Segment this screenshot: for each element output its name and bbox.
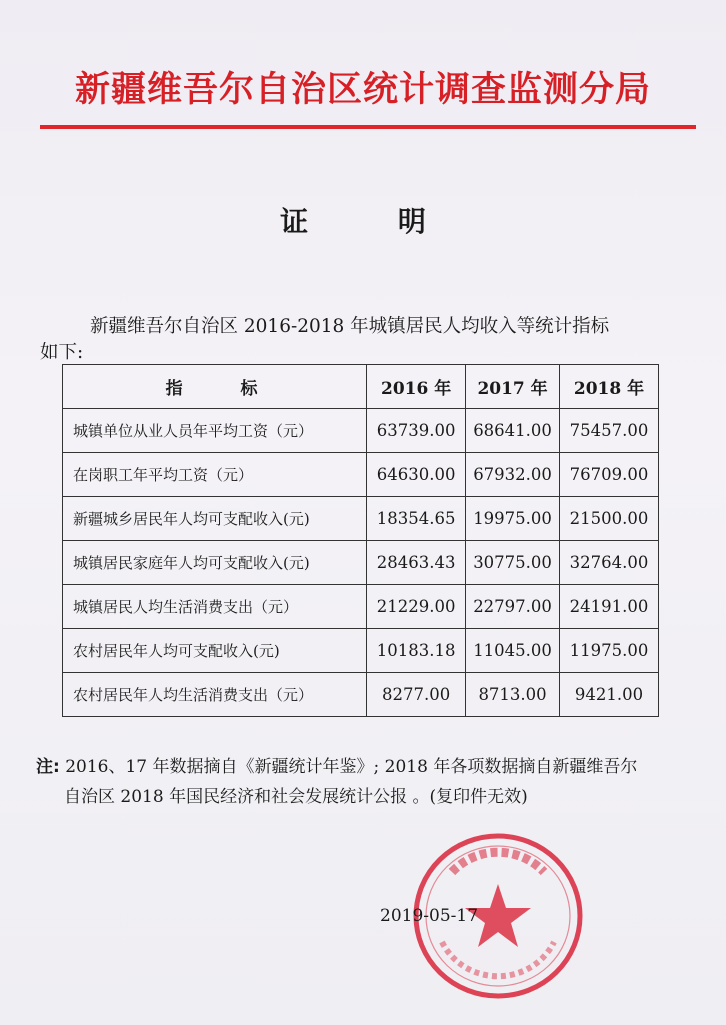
footnote-line-2: 自治区 2018 年国民经济和社会发展统计公报 。(复印件无效) <box>64 787 528 807</box>
value-2017: 67932.00 <box>466 453 560 497</box>
header-2018: 2018 年 <box>560 365 659 409</box>
row-label: 城镇居民家庭年人均可支配收入(元) <box>63 541 367 585</box>
value-2016: 10183.18 <box>367 629 466 673</box>
value-2017: 30775.00 <box>466 541 560 585</box>
row-label: 新疆城乡居民年人均可支配收入(元) <box>63 497 367 541</box>
table-row <box>63 409 659 453</box>
table-row <box>63 541 659 585</box>
value-2016: 63739.00 <box>367 409 466 453</box>
document-title: 证 明 <box>280 205 466 238</box>
intro-line-1: 新疆维吾尔自治区 2016-2018 年城镇居民人均收入等统计指标 <box>90 316 610 337</box>
footnote-line-1 <box>36 752 696 782</box>
row-label: 城镇居民人均生活消费支出（元） <box>63 585 367 629</box>
value-2018: 76709.00 <box>560 453 659 497</box>
header-2016: 2016 年 <box>367 365 466 409</box>
value-2017: 22797.00 <box>466 585 560 629</box>
issue-date: 2019-05-17 <box>380 906 479 926</box>
table-row <box>63 629 659 673</box>
statistics-table <box>62 364 659 717</box>
value-2018: 75457.00 <box>560 409 659 453</box>
row-label: 农村居民年人均生活消费支出（元） <box>63 673 367 717</box>
table-row <box>63 585 659 629</box>
value-2017: 8713.00 <box>466 673 560 717</box>
header-indicator: 指 标 <box>63 365 367 409</box>
row-label: 在岗职工年平均工资（元） <box>63 453 367 497</box>
value-2018: 32764.00 <box>560 541 659 585</box>
letterhead-rule <box>40 125 696 129</box>
table-row <box>63 673 659 717</box>
value-2018: 11975.00 <box>560 629 659 673</box>
value-2017: 11045.00 <box>466 629 560 673</box>
footnote-label: 注: <box>36 757 60 777</box>
value-2016: 18354.65 <box>367 497 466 541</box>
value-2016: 28463.43 <box>367 541 466 585</box>
value-2018: 21500.00 <box>560 497 659 541</box>
table-header-row <box>63 365 659 409</box>
value-2016: 64630.00 <box>367 453 466 497</box>
intro-line-2: 如下: <box>40 342 84 363</box>
value-2017: 68641.00 <box>466 409 560 453</box>
value-2018: 9421.00 <box>560 673 659 717</box>
table-row <box>63 497 659 541</box>
letterhead-title: 新疆维吾尔自治区统计调查监测分局 <box>74 70 651 110</box>
value-2016: 21229.00 <box>367 585 466 629</box>
value-2016: 8277.00 <box>367 673 466 717</box>
value-2017: 19975.00 <box>466 497 560 541</box>
footnote-text-1: 2016、17 年数据摘自《新疆统计年鉴》; 2018 年各项数据摘自新疆维吾尔 <box>65 757 638 777</box>
row-label: 城镇单位从业人员年平均工资（元） <box>63 409 367 453</box>
row-label: 农村居民年人均可支配收入(元) <box>63 629 367 673</box>
header-2017: 2017 年 <box>466 365 560 409</box>
footnote <box>36 752 696 812</box>
table-row <box>63 453 659 497</box>
value-2018: 24191.00 <box>560 585 659 629</box>
